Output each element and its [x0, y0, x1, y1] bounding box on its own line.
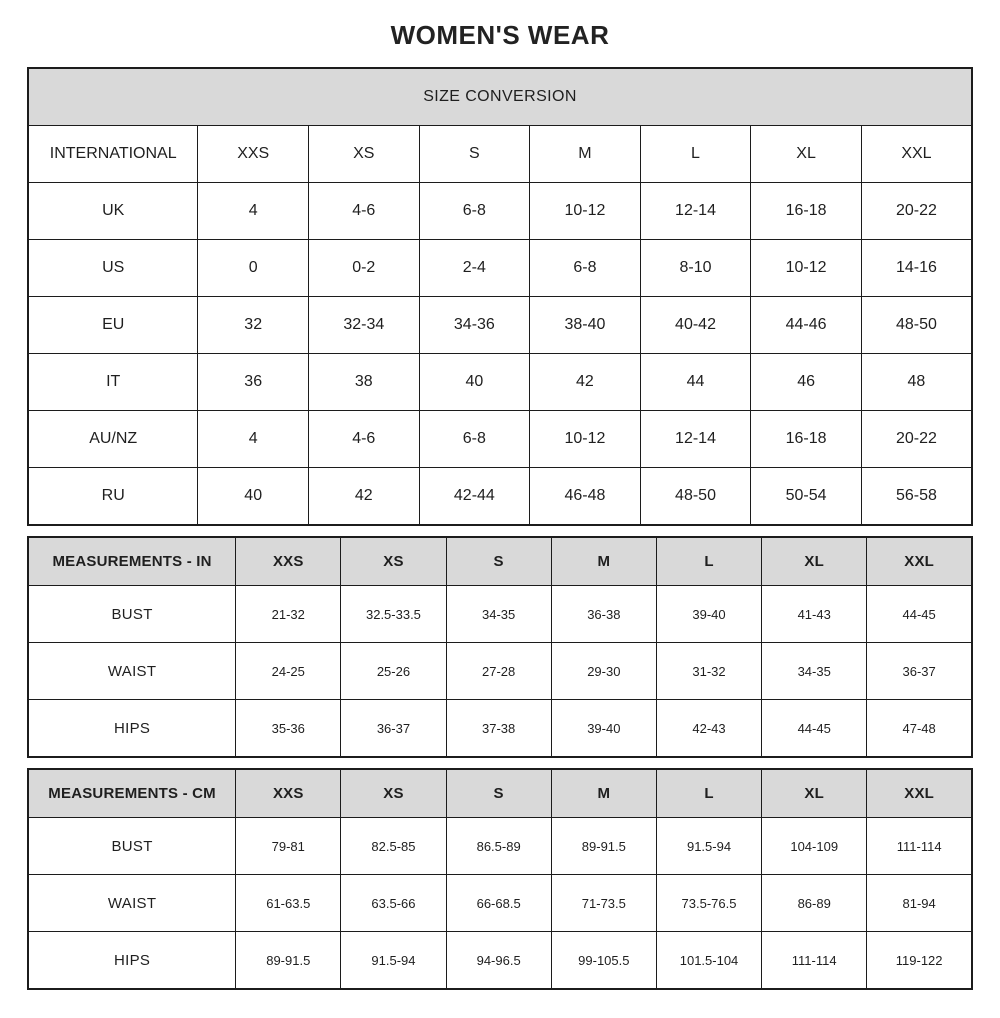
- value-cell: 10-12: [530, 183, 641, 240]
- value-cell: 89-91.5: [551, 818, 656, 875]
- size-column-header: XL: [762, 769, 867, 818]
- size-column-header: S: [446, 769, 551, 818]
- size-column-header: M: [551, 769, 656, 818]
- value-cell: 44-46: [751, 297, 862, 354]
- row-label: UK: [28, 183, 198, 240]
- row-label: WAIST: [28, 643, 236, 700]
- value-cell: 36: [198, 354, 309, 411]
- value-cell: 46-48: [530, 468, 641, 526]
- measurements-cm-body: [28, 769, 972, 989]
- value-cell: 29-30: [551, 643, 656, 700]
- value-cell: 111-114: [762, 932, 867, 990]
- value-cell: 27-28: [446, 643, 551, 700]
- value-cell: 4: [198, 411, 309, 468]
- value-cell: 86.5-89: [446, 818, 551, 875]
- value-cell: 34-35: [762, 643, 867, 700]
- value-cell: 48-50: [640, 468, 751, 526]
- value-cell: 35-36: [236, 700, 341, 758]
- value-cell: 34-36: [419, 297, 530, 354]
- value-cell: 94-96.5: [446, 932, 551, 990]
- page-title: WOMEN'S WEAR: [390, 20, 610, 50]
- value-cell: 4-6: [308, 183, 419, 240]
- measurements-in-table: [27, 536, 973, 758]
- table-row: [28, 643, 972, 700]
- size-column-header: XL: [751, 126, 862, 183]
- value-cell: 91.5-94: [656, 818, 761, 875]
- row-label: HIPS: [28, 932, 236, 990]
- size-column-header: XL: [762, 537, 867, 586]
- row-label: BUST: [28, 586, 236, 643]
- table-row: [28, 297, 972, 354]
- size-column-header: XXL: [861, 126, 972, 183]
- value-cell: 56-58: [861, 468, 972, 526]
- value-cell: 48-50: [861, 297, 972, 354]
- value-cell: 61-63.5: [236, 875, 341, 932]
- value-cell: 119-122: [867, 932, 972, 990]
- value-cell: 66-68.5: [446, 875, 551, 932]
- value-cell: 25-26: [341, 643, 446, 700]
- table-row: [28, 468, 972, 526]
- value-cell: 81-94: [867, 875, 972, 932]
- value-cell: 37-38: [446, 700, 551, 758]
- value-cell: 38-40: [530, 297, 641, 354]
- value-cell: 36-37: [341, 700, 446, 758]
- value-cell: 44-45: [762, 700, 867, 758]
- size-column-header: XS: [308, 126, 419, 183]
- table-row: [28, 818, 972, 875]
- value-cell: 47-48: [867, 700, 972, 758]
- size-column-header: XXS: [236, 537, 341, 586]
- header-row: [28, 126, 972, 183]
- value-cell: 91.5-94: [341, 932, 446, 990]
- value-cell: 32-34: [308, 297, 419, 354]
- value-cell: 46: [751, 354, 862, 411]
- value-cell: 73.5-76.5: [656, 875, 761, 932]
- value-cell: 0-2: [308, 240, 419, 297]
- value-cell: 4-6: [308, 411, 419, 468]
- size-column-header: XS: [341, 537, 446, 586]
- value-cell: 12-14: [640, 411, 751, 468]
- value-cell: 40: [198, 468, 309, 526]
- value-cell: 44-45: [867, 586, 972, 643]
- value-cell: 71-73.5: [551, 875, 656, 932]
- value-cell: 48: [861, 354, 972, 411]
- header-row: [28, 537, 972, 586]
- value-cell: 4: [198, 183, 309, 240]
- value-cell: 36-38: [551, 586, 656, 643]
- banner-row: [28, 68, 972, 126]
- value-cell: 101.5-104: [656, 932, 761, 990]
- size-column-header: S: [419, 126, 530, 183]
- value-cell: 63.5-66: [341, 875, 446, 932]
- row-label: RU: [28, 468, 198, 526]
- row-label: WAIST: [28, 875, 236, 932]
- size-column-header: L: [656, 769, 761, 818]
- value-cell: 42-43: [656, 700, 761, 758]
- value-cell: 20-22: [861, 411, 972, 468]
- value-cell: 36-37: [867, 643, 972, 700]
- value-cell: 82.5-85: [341, 818, 446, 875]
- row-label-header: MEASUREMENTS - CM: [28, 769, 236, 818]
- value-cell: 39-40: [551, 700, 656, 758]
- value-cell: 41-43: [762, 586, 867, 643]
- size-conversion-banner: SIZE CONVERSION: [28, 68, 972, 126]
- row-label: BUST: [28, 818, 236, 875]
- value-cell: 21-32: [236, 586, 341, 643]
- size-column-header: L: [656, 537, 761, 586]
- value-cell: 104-109: [762, 818, 867, 875]
- table-row: [28, 700, 972, 758]
- size-column-header: XS: [341, 769, 446, 818]
- size-conversion-table: [27, 67, 973, 526]
- value-cell: 99-105.5: [551, 932, 656, 990]
- value-cell: 10-12: [530, 411, 641, 468]
- row-label: AU/NZ: [28, 411, 198, 468]
- value-cell: 6-8: [419, 183, 530, 240]
- table-row: [28, 586, 972, 643]
- value-cell: 12-14: [640, 183, 751, 240]
- value-cell: 89-91.5: [236, 932, 341, 990]
- size-column-header: S: [446, 537, 551, 586]
- value-cell: 50-54: [751, 468, 862, 526]
- value-cell: 86-89: [762, 875, 867, 932]
- value-cell: 42: [530, 354, 641, 411]
- size-column-header: M: [530, 126, 641, 183]
- value-cell: 6-8: [419, 411, 530, 468]
- value-cell: 42: [308, 468, 419, 526]
- size-column-header: L: [640, 126, 751, 183]
- header-row: [28, 769, 972, 818]
- value-cell: 42-44: [419, 468, 530, 526]
- value-cell: 32.5-33.5: [341, 586, 446, 643]
- row-label: IT: [28, 354, 198, 411]
- value-cell: 20-22: [861, 183, 972, 240]
- row-label: EU: [28, 297, 198, 354]
- value-cell: 32: [198, 297, 309, 354]
- measurements-cm-table: [27, 768, 973, 990]
- value-cell: 111-114: [867, 818, 972, 875]
- table-row: [28, 183, 972, 240]
- value-cell: 24-25: [236, 643, 341, 700]
- size-column-header: XXL: [867, 769, 972, 818]
- size-column-header: M: [551, 537, 656, 586]
- table-row: [28, 354, 972, 411]
- measurements-in-body: [28, 537, 972, 757]
- value-cell: 10-12: [751, 240, 862, 297]
- value-cell: 16-18: [751, 183, 862, 240]
- row-label: US: [28, 240, 198, 297]
- size-conversion-body: [28, 126, 972, 526]
- value-cell: 31-32: [656, 643, 761, 700]
- size-column-header: XXS: [236, 769, 341, 818]
- table-row: [28, 240, 972, 297]
- value-cell: 40-42: [640, 297, 751, 354]
- table-row: [28, 875, 972, 932]
- value-cell: 38: [308, 354, 419, 411]
- value-cell: 0: [198, 240, 309, 297]
- value-cell: 79-81: [236, 818, 341, 875]
- value-cell: 40: [419, 354, 530, 411]
- value-cell: 44: [640, 354, 751, 411]
- value-cell: 14-16: [861, 240, 972, 297]
- size-column-header: XXS: [198, 126, 309, 183]
- value-cell: 6-8: [530, 240, 641, 297]
- table-row: [28, 411, 972, 468]
- row-label-header: MEASUREMENTS - IN: [28, 537, 236, 586]
- row-label-header: INTERNATIONAL: [28, 126, 198, 183]
- table-row: [28, 932, 972, 990]
- value-cell: 8-10: [640, 240, 751, 297]
- value-cell: 2-4: [419, 240, 530, 297]
- row-label: HIPS: [28, 700, 236, 758]
- value-cell: 34-35: [446, 586, 551, 643]
- value-cell: 16-18: [751, 411, 862, 468]
- value-cell: 39-40: [656, 586, 761, 643]
- size-column-header: XXL: [867, 537, 972, 586]
